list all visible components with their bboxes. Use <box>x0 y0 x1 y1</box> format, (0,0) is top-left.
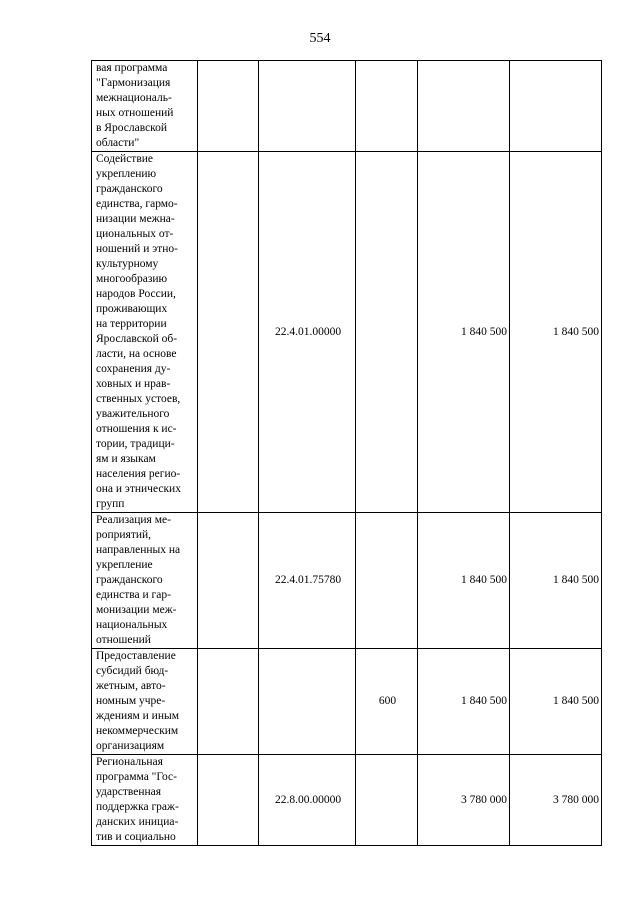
row-col2-cell <box>198 755 259 846</box>
row-vr-cell <box>356 152 418 513</box>
row-amount1-cell: 1 840 500 <box>418 152 510 513</box>
row-amount2-cell: 1 840 500 <box>510 152 602 513</box>
table-row <box>92 513 602 649</box>
table-row <box>92 649 602 755</box>
row-col2-cell <box>198 513 259 649</box>
row-code-cell <box>259 649 356 755</box>
row-code-cell: 22.8.00.00000 <box>259 755 356 846</box>
row-name-cell: Содействие укреплению гражданского единства, гармо- низации межна- циональных от- ношений и этно- культурному многообразию народов России, проживающих на территории Ярославской об- ласти, на основе сохранения ду- ховных и нрав- ственных устоев, уважительного отношения к ис- тории, традици- ям и языкам населения регио- она и этнических групп <box>92 152 198 513</box>
row-amount1-cell <box>418 61 510 152</box>
row-name-cell: вая программа "Гармонизация межнациональ- ных отношений в Ярославской области" <box>92 61 198 152</box>
row-amount1-cell: 3 780 000 <box>418 755 510 846</box>
table-row <box>92 755 602 846</box>
page-number: 554 <box>309 31 331 46</box>
row-vr-cell: 600 <box>356 649 418 755</box>
row-amount1-cell: 1 840 500 <box>418 649 510 755</box>
row-name-cell: Предоставление субсидий бюд- жетным, авто- номным учре- ждениям и иным некоммерческим организациям <box>92 649 198 755</box>
row-amount2-cell: 1 840 500 <box>510 649 602 755</box>
row-amount2-cell <box>510 61 602 152</box>
row-col2-cell <box>198 61 259 152</box>
row-amount2-cell: 1 840 500 <box>510 513 602 649</box>
table-row <box>92 61 602 152</box>
row-name-cell: Региональная программа "Гос- ударственная поддержка граж- данских инициа- тив и социально <box>92 755 198 846</box>
row-vr-cell <box>356 755 418 846</box>
row-amount1-cell: 1 840 500 <box>418 513 510 649</box>
row-code-cell: 22.4.01.75780 <box>259 513 356 649</box>
budget-table <box>91 60 602 846</box>
row-vr-cell <box>356 61 418 152</box>
row-amount2-cell: 3 780 000 <box>510 755 602 846</box>
row-name-cell: Реализация ме- роприятий, направленных на укрепление гражданского единства и гар- монизации меж- национальных отношений <box>92 513 198 649</box>
row-col2-cell <box>198 649 259 755</box>
row-code-cell: 22.4.01.00000 <box>259 152 356 513</box>
row-col2-cell <box>198 152 259 513</box>
row-vr-cell <box>356 513 418 649</box>
table-row <box>92 152 602 513</box>
row-code-cell <box>259 61 356 152</box>
